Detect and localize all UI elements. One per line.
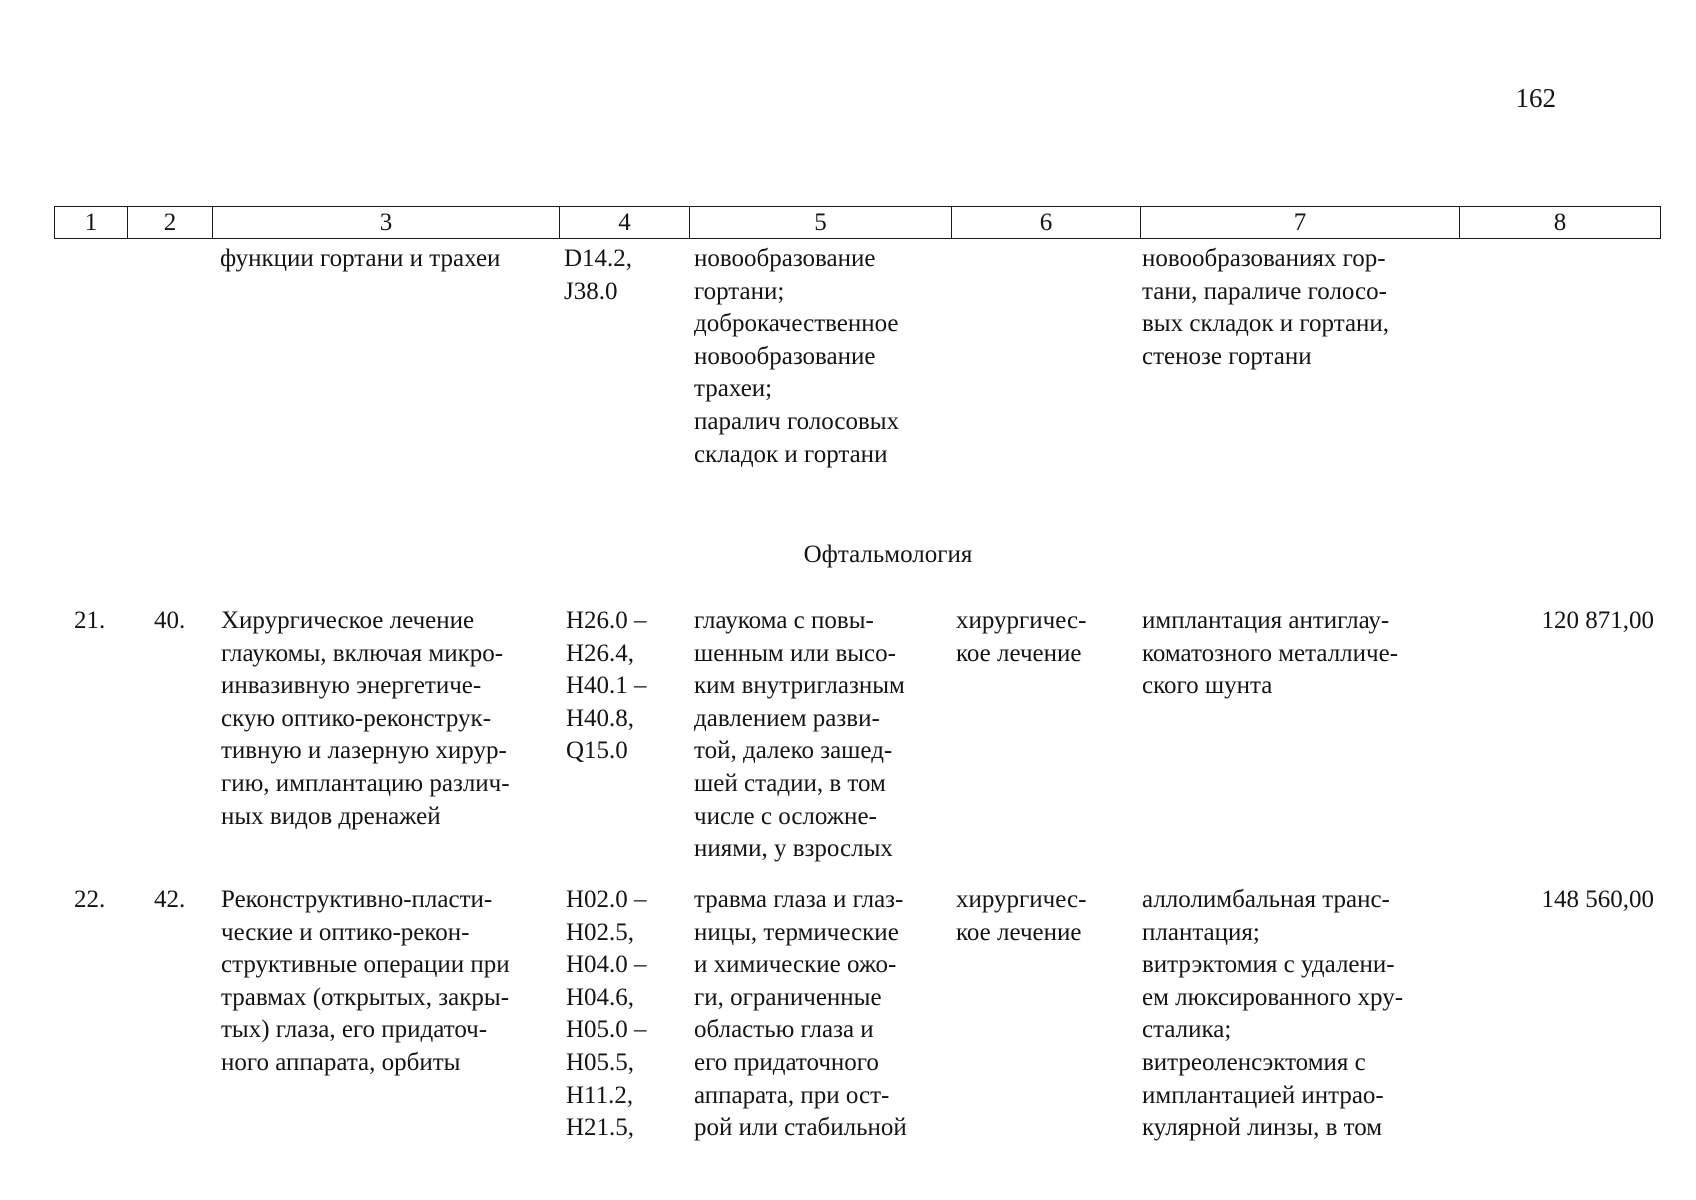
text-line: тани, параличе голосо- [1142,277,1387,305]
row-21-price: 120 871,00 [1541,607,1654,634]
text-line: ги, ограниченные [694,983,882,1011]
text-line: H02.5, [566,918,635,946]
continuation-col3 [220,243,540,276]
text-line: имплантацией интрао- [1142,1081,1384,1109]
text-line: аллолимбальная транс- [1142,886,1390,913]
column-header-5: 5 [690,207,952,239]
column-header-2: 2 [128,207,213,239]
text-line: рой или стабильной [694,1114,907,1142]
text-line: давлением разви- [694,704,880,732]
row-22-price: 148 560,00 [1541,886,1654,913]
row-22-col3 [221,884,553,1080]
text-line: областью глаза и [694,1016,874,1044]
text-line: числе с осложне- [694,802,877,830]
text-line: D14.2, [564,245,633,272]
text-line: хирургичес- [956,886,1087,913]
row-number: 21. [74,607,106,634]
text-line: витрэктомия с удалени- [1142,951,1395,979]
text-line: H40.8, [566,704,635,732]
text-line: H04.0 – [566,951,647,979]
text-line: новообразованиях гор- [1142,245,1386,272]
text-line: скую оптико-реконструк- [221,704,492,732]
row-21-col7 [1142,605,1452,703]
text-line: ниями, у взрослых [694,835,893,863]
text-line: H26.0 – [566,607,647,634]
column-header-1: 1 [55,207,128,239]
section-title: Офтальмология [803,541,973,568]
text-line: коматозного металличе- [1142,639,1399,667]
text-line: глаукомы, включая микро- [221,639,504,667]
text-line: витреоленсэктомия с [1142,1048,1366,1076]
text-line: ского шунта [1142,672,1273,700]
text-line: ного аппарата, орбиты [221,1048,461,1076]
text-line: травмах (открытых, закры- [221,983,510,1011]
text-line: гортани; [694,277,785,305]
row-21-col5 [694,605,946,866]
text-line: складок и гортани [694,440,888,468]
text-line: инвазивную энергетиче- [221,672,482,700]
text-line: ким внутриглазным [694,672,905,700]
text-line: H02.0 – [566,886,647,913]
text-line: H40.1 – [566,672,647,700]
text-line: новообразование [694,245,876,272]
text-line: кулярной линзы, в том [1142,1114,1383,1142]
text-line: стенозе гортани [1142,342,1312,370]
row-21-col3 [221,605,553,833]
row-21-col4 [566,605,686,768]
text-line: ческие и оптико-рекон- [221,918,470,946]
text-line: ных видов дренажей [221,802,441,830]
text-line: шей стадии, в том [694,769,886,797]
text-line: шенным или высо- [694,639,896,667]
column-header-8: 8 [1460,207,1661,239]
item-number: 40. [154,607,186,634]
row-21-col6 [956,605,1136,670]
continuation-col7 [1142,243,1452,373]
text-line: H05.0 – [566,1016,647,1044]
page-number: 162 [1515,83,1556,113]
text-line: хирургичес- [956,607,1087,634]
text-line: трахеи; [694,375,773,403]
text-line: ем люксированного хру- [1142,983,1404,1011]
row-22-col6 [956,884,1136,949]
text-line: H11.2, [566,1081,634,1109]
text-line: H04.6, [566,983,635,1011]
text-line: H26.4, [566,639,635,667]
row-number: 22. [74,886,106,913]
text-line: сталика; [1142,1016,1232,1044]
text-line: гию, имплантацию различ- [221,769,510,797]
text-line: H05.5, [566,1048,635,1076]
text-line: новообразование [694,342,876,370]
text-line: глаукома с повы- [694,607,874,634]
continuation-col5 [694,243,946,471]
text-line: структивные операции при [221,951,510,979]
row-22-col7 [1142,884,1452,1145]
column-header-3: 3 [213,207,560,239]
text-line: тивную и лазерную хирур- [221,737,507,765]
column-header-4: 4 [560,207,690,239]
text-line: и химические ожо- [694,951,897,979]
text-line: плантация; [1142,918,1260,946]
row-22-col4 [566,884,686,1145]
text-line: доброкачественное [694,310,899,338]
column-header-row [54,206,1661,239]
text-line: Реконструктивно-пласти- [221,886,493,913]
text-line: кое лечение [956,918,1082,946]
text-line: имплантация антиглау- [1142,607,1390,634]
text-line: J38.0 [564,277,618,305]
text-line: аппарата, при ост- [694,1081,890,1109]
item-number: 42. [154,886,186,913]
text-line: тых) глаза, его придаточ- [221,1016,488,1044]
text-line: Q15.0 [566,737,628,765]
text-line: функции гортани и трахеи [220,245,501,272]
text-line: ницы, термические [694,918,899,946]
continuation-col4 [564,243,684,308]
text-line: вых складок и гортани, [1142,310,1390,338]
column-header-7: 7 [1141,207,1460,239]
text-line: Хирургическое лечение [221,607,475,634]
text-line: той, далеко зашед- [694,737,893,765]
text-line: его придаточного [694,1048,879,1076]
column-header-6: 6 [952,207,1141,239]
text-line: травма глаза и глаз- [694,886,904,913]
text-line: паралич голосовых [694,407,900,435]
text-line: H21.5, [566,1114,635,1142]
row-22-col5 [694,884,946,1145]
text-line: кое лечение [956,639,1082,667]
